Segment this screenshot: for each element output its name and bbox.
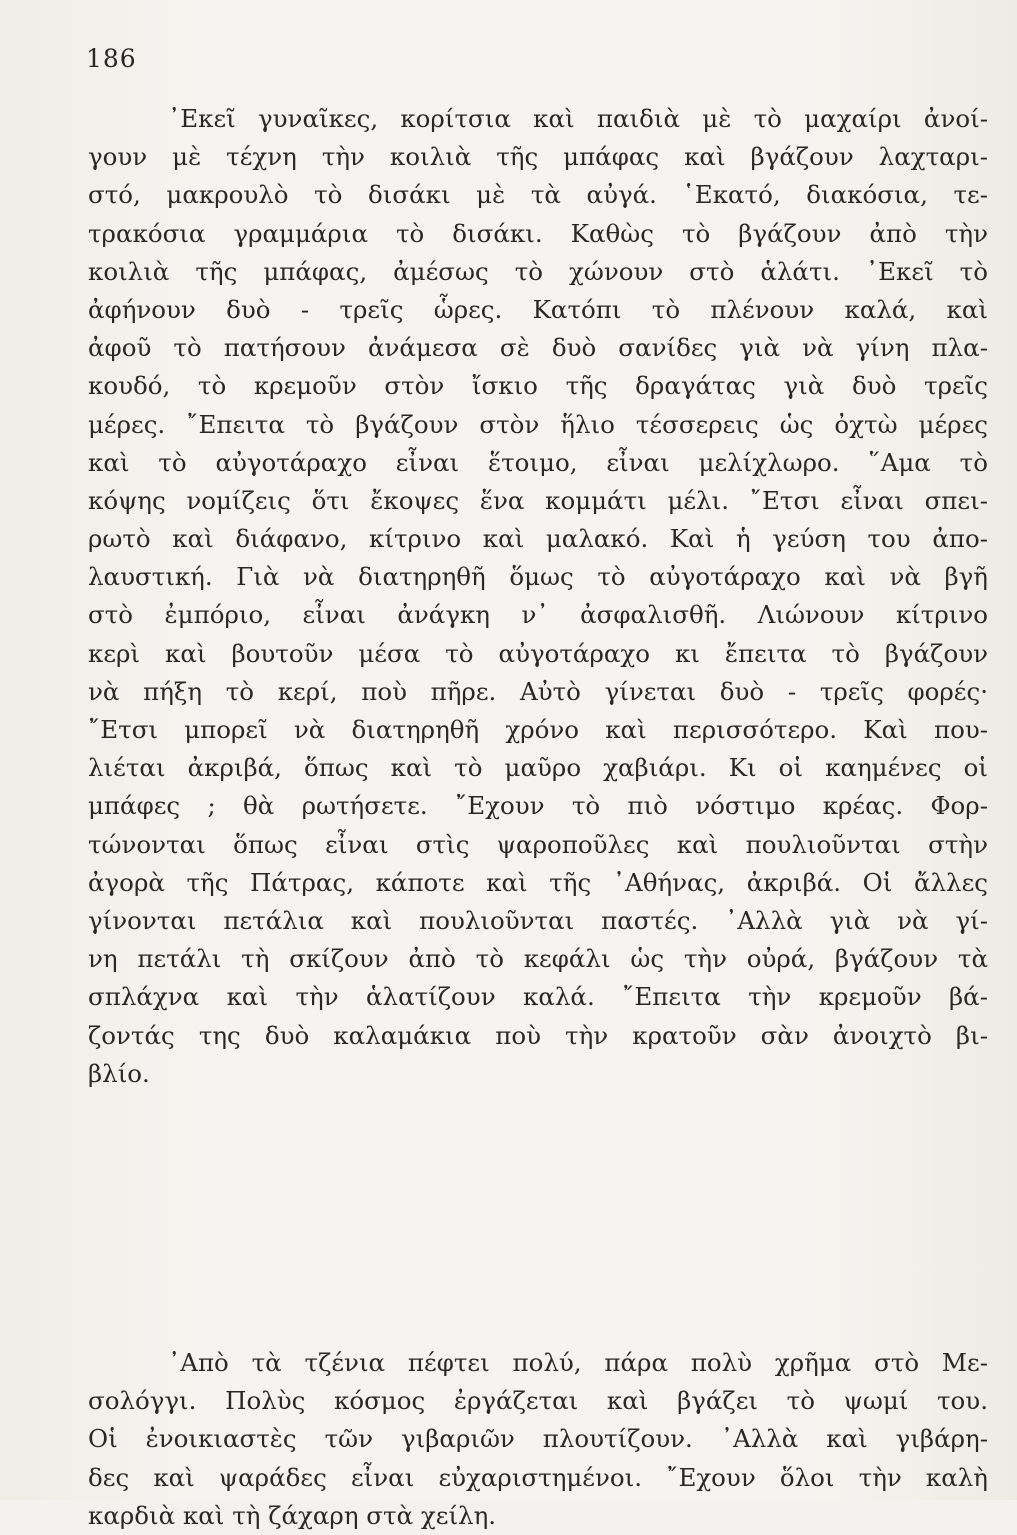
text-line: ἀγορὰ τῆς Πάτρας, κάποτε καὶ τῆς ᾿Αθήνας, ἀκριβά. Οἱ ἄλλες — [88, 867, 988, 897]
page-number: 186 — [86, 44, 137, 73]
text-line: ρωτὸ καὶ διάφανο, κίτρινο καὶ μαλακό. Καὶ ἡ γεύση του ἀπο- — [88, 524, 988, 554]
paragraph-1 — [88, 100, 988, 1093]
text-line: Οἱ ἐνοικιαστὲς τῶν γιβαριῶν πλουτίζουν. ᾿Αλλὰ καὶ γιβάρη- — [88, 1424, 988, 1454]
text-line: λαυστική. Γιὰ νὰ διατηρηθῆ ὅμως τὸ αὐγοτάραχο καὶ νὰ βγῆ — [88, 562, 988, 592]
text-line: τώνονται ὅπως εἶναι στὶς ψαροποῦλες καὶ πουλιοῦνται στὴν — [88, 829, 988, 859]
text-line: κοιλιὰ τῆς μπάφας, ἀμέσως τὸ χώνουν στὸ ἁλάτι. ᾿Εκεῖ τὸ — [88, 256, 988, 286]
text-line: λιέται ἀκριβά, ὅπως καὶ τὸ μαῦρο χαβιάρι. Κι οἱ καημένες οἱ — [88, 753, 988, 783]
text-line: ἀφήνουν δυὸ - τρεῖς ὧρες. Κατόπι τὸ πλένουν καλά, καὶ — [88, 294, 988, 324]
text-line: γίνονται πετάλια καὶ πουλιοῦνται παστές. ᾿Αλλὰ γιὰ νὰ γί- — [88, 905, 988, 935]
text-line: νὰ πήξη τὸ κερί, ποὺ πῆρε. Αὐτὸ γίνεται δυὸ - τρεῖς φορές· — [88, 676, 988, 706]
text-line: μέρες. ῎Επειτα τὸ βγάζουν στὸν ἥλιο τέσσερεις ὡς ὀχτὼ μέρες — [88, 409, 988, 439]
text-line: κόψης νομίζεις ὅτι ἔκοψες ἕνα κομμάτι μέλι. ῎Ετσι εἶναι σπει- — [88, 485, 988, 515]
text-line: τρακόσια γραμμάρια τὸ δισάκι. Καθὼς τὸ βγάζουν ἀπὸ τὴν — [88, 218, 988, 248]
text-line: δες καὶ ψαράδες εἶναι εὐχαριστημένοι. ῎Εχουν ὅλοι τὴν καλὴ — [88, 1462, 988, 1492]
text-line: κουδό, τὸ κρεμοῦν στὸν ἴσκιο τῆς δραγάτας γιὰ δυὸ τρεῖς — [88, 371, 988, 401]
text-line: καρδιὰ καὶ τὴ ζάχαρη στὰ χείλη. — [88, 1500, 497, 1530]
text-line: νη πετάλι τὴ σκίζουν ἀπὸ τὸ κεφάλι ὡς τὴν οὐρά, βγάζουν τὰ — [88, 944, 988, 974]
text-line: ῎Ετσι μπορεῖ νὰ διατηρηθῆ χρόνο καὶ περισσότερο. Καὶ που- — [88, 715, 988, 744]
text-line: κερὶ καὶ βουτοῦν μέσα τὸ αὐγοτάραχο κι ἔπειτα τὸ βγάζουν — [88, 638, 988, 668]
paragraph-2 — [88, 1344, 988, 1535]
text-line: ᾿Απὸ τὰ τζένια πέφτει πολύ, πάρα πολὺ χρῆμα στὸ Με- — [168, 1348, 988, 1377]
text-line: μπάφες ; θὰ ρωτήσετε. ῎Εχουν τὸ πιὸ νόστιμο κρέας. Φορ- — [88, 791, 988, 821]
text-line: ζοντάς της δυὸ καλαμάκια ποὺ τὴν κρατοῦν σὰν ἀνοιχτὸ βι- — [88, 1020, 988, 1050]
text-line: σπλάχνα καὶ τὴν ἁλατίζουν καλά. ῎Επειτα τὴν κρεμοῦν βά- — [88, 982, 988, 1012]
text-line: βλίο. — [88, 1058, 150, 1088]
text-line: στό, μακρουλὸ τὸ δισάκι μὲ τὰ αὐγά. ῾Εκατό, διακόσια, τε- — [88, 180, 988, 210]
text-line: στὸ ἐμπόριο, εἶναι ἀνάγκη ν᾿ ἀσφαλισθῆ. Λιώνουν κίτρινο — [88, 600, 988, 630]
text-line: καὶ τὸ αὐγοτάραχο εἶναι ἕτοιμο, εἶναι μελίχλωρο. ῞Αμα τὸ — [88, 447, 988, 477]
text-line: ᾿Εκεῖ γυναῖκες, κορίτσια καὶ παιδιὰ μὲ τὸ μαχαίρι ἀνοί- — [168, 104, 988, 133]
text-line: σολόγγι. Πολὺς κόσμος ἐργάζεται καὶ βγάζει τὸ ψωμί του. — [88, 1386, 988, 1416]
text-line: ἀφοῦ τὸ πατήσουν ἀνάμεσα σὲ δυὸ σανίδες γιὰ νὰ γίνη πλα- — [88, 333, 988, 363]
text-line: γουν μὲ τέχνη τὴν κοιλιὰ τῆς μπάφας καὶ βγάζουν λαχταρι- — [88, 142, 988, 172]
